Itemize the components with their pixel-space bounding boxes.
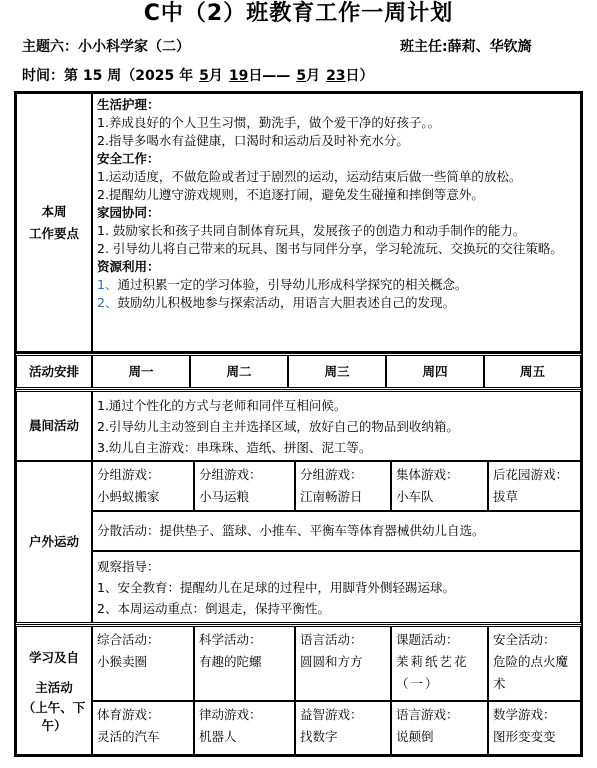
activity-name: 找数字 — [300, 729, 338, 744]
text-line: 1.通过个性化的方式与老师和同伴互相问候。 — [97, 398, 347, 413]
text-line: 2、本周运动重点：倒退走，保持平衡性。 — [97, 601, 330, 616]
text-line: 1.运动适度，不做危险或者过于剧烈的运动，运动结束后做一些简单的放松。 — [97, 169, 522, 184]
teacher-label: 班主任:薛莉、华钦旖 — [400, 39, 532, 55]
activity-type: 语言活动： — [300, 632, 363, 647]
study-label-cell — [16, 626, 92, 755]
theme-label: 主题六：小小科学家（二） — [22, 39, 190, 55]
study-activity-cell — [92, 701, 194, 755]
activity-type: 后花园游戏： — [493, 467, 569, 482]
text-line: 3.幼儿自主游戏：串珠珠、造纸、拼图、泥工等。 — [97, 440, 372, 455]
activity-name: 拔草 — [493, 489, 519, 504]
study-label: 主活动 — [35, 679, 73, 695]
study-activity-cell — [391, 626, 488, 701]
time-end: 日） — [345, 68, 374, 84]
outdoor-game-cell — [92, 461, 194, 511]
activity-name: 图形变变变 — [493, 729, 556, 744]
text-line: 2. 引导幼儿将自己带来的玩具、图书与同伴分享，学习轮流玩、交换玩的交往策略。 — [97, 241, 563, 256]
activity-name: 机器人 — [199, 729, 237, 744]
study-activity-cell — [194, 701, 295, 755]
outdoor-label: 户外运动 — [16, 461, 92, 623]
schedule-label: 活动安排 — [16, 355, 92, 388]
divider — [16, 351, 581, 354]
time-prefix: 时间：第 15 周（2025 年 — [22, 68, 194, 84]
study-label: 学习及自 — [28, 649, 79, 665]
outdoor-game-cell — [391, 461, 488, 511]
activity-name: 危险的点火魔术 — [493, 654, 569, 691]
list-text: 鼓励幼儿积极地参与探索活动，用语言大胆表述自己的发现。 — [117, 295, 455, 310]
text-line — [97, 294, 576, 312]
study-activity-cell — [295, 626, 391, 701]
activity-name: 圆圆和方方 — [300, 654, 363, 669]
text-line: 1. 鼓励家长和孩子共同自制体育玩具，发展孩子的创造力和动手制作的能力。 — [97, 223, 526, 238]
time-mid: 日—— — [248, 68, 291, 84]
section-heading: 资源利用： — [97, 259, 160, 274]
text-line: 观察指导： — [97, 559, 160, 574]
section-heading: 生活护理： — [97, 97, 160, 112]
day-header: 周一 — [92, 355, 190, 388]
activity-name: 灵活的汽车 — [97, 729, 160, 744]
text-line — [97, 276, 576, 294]
list-number: 2、 — [97, 295, 118, 310]
section-heading: 安全工作： — [97, 151, 160, 166]
study-label: 午） — [41, 717, 67, 733]
end-day: 23 — [326, 68, 346, 84]
day-header: 周四 — [386, 355, 484, 388]
study-activity-cell — [488, 701, 581, 755]
scatter-activity: 分散活动：提供垫子、篮球、小推车、平衡车等体育器械供幼儿自选。 — [92, 511, 581, 551]
time-label — [22, 67, 374, 85]
text-line: 2.指导多喝水有益健康，口渴时和运动后及时补充水分。 — [97, 133, 409, 148]
text-line: 1、安全教育：提醒幼儿在足球的过程中，用脚背外侧轻踢运球。 — [97, 580, 455, 595]
activity-name: 说颠倒 — [396, 729, 434, 744]
plan-table — [14, 91, 583, 757]
morning-label: 晨间活动 — [16, 391, 92, 461]
text-line: 2.引导幼儿主动签到自主并选择区域，放好自己的物品到收纳箱。 — [97, 419, 459, 434]
focus-label: 本周 — [41, 204, 67, 219]
activity-name: 小猴卖圈 — [97, 654, 148, 669]
activity-type: 语言游戏： — [396, 707, 459, 722]
page-title: C中（2）班教育工作一周计划 — [143, 1, 454, 26]
start-month: 5 — [199, 68, 209, 84]
observation-guide — [92, 551, 581, 623]
focus-content — [92, 93, 581, 353]
activity-type: 安全活动： — [493, 632, 556, 647]
activity-type: 集体游戏： — [396, 467, 459, 482]
outdoor-game-cell — [194, 461, 295, 511]
list-number: 1、 — [97, 277, 118, 292]
end-month: 5 — [296, 68, 307, 84]
morning-content — [92, 391, 581, 461]
focus-label-cell — [16, 93, 92, 353]
day-header: 周三 — [288, 355, 386, 388]
focus-label: 工作要点 — [28, 226, 79, 241]
activity-type: 分组游戏： — [300, 467, 363, 482]
day-header: 周五 — [484, 355, 581, 388]
month-text: 月 — [306, 68, 321, 84]
outdoor-game-cell — [488, 461, 581, 511]
outdoor-game-cell — [295, 461, 391, 511]
activity-type: 数学游戏： — [493, 707, 556, 722]
activity-name: 茉莉纸艺花（一） — [396, 654, 469, 691]
study-activity-cell — [295, 701, 391, 755]
study-activity-cell — [194, 626, 295, 701]
day-header: 周二 — [190, 355, 288, 388]
divider — [16, 622, 581, 625]
divider — [16, 387, 581, 390]
month-text: 月 — [208, 68, 223, 84]
activity-type: 律动游戏： — [199, 707, 262, 722]
activity-type: 课题活动： — [396, 632, 459, 647]
activity-name: 江南畅游日 — [300, 489, 363, 504]
section-heading: 家园协同： — [97, 205, 160, 220]
activity-type: 分组游戏： — [199, 467, 262, 482]
start-day: 19 — [228, 68, 249, 84]
activity-name: 有趣的陀螺 — [199, 654, 262, 669]
text-line: 2.提醒幼儿遵守游戏规则，不追逐打闹，避免发生碰撞和摔倒等意外。 — [97, 187, 484, 202]
activity-type: 体育游戏： — [97, 707, 160, 722]
activity-type: 分组游戏： — [97, 467, 160, 482]
activity-name: 小马运粮 — [199, 489, 250, 504]
text-line: 1.养成良好的个人卫生习惯，勤洗手，做个爱干净的好孩子。。 — [97, 115, 441, 130]
study-activity-cell — [92, 626, 194, 701]
study-activity-cell — [391, 701, 488, 755]
activity-type: 科学活动： — [199, 632, 262, 647]
activity-name: 小蚂蚁搬家 — [97, 489, 160, 504]
activity-type: 综合活动： — [97, 632, 160, 647]
list-text: 通过积累一定的学习体验，引导幼儿形成科学探究的相关概念。 — [117, 277, 468, 292]
activity-type: 益智游戏： — [300, 707, 363, 722]
study-label: （上午、下 — [22, 699, 86, 715]
study-activity-cell — [488, 626, 581, 701]
activity-name: 小车队 — [396, 489, 434, 504]
